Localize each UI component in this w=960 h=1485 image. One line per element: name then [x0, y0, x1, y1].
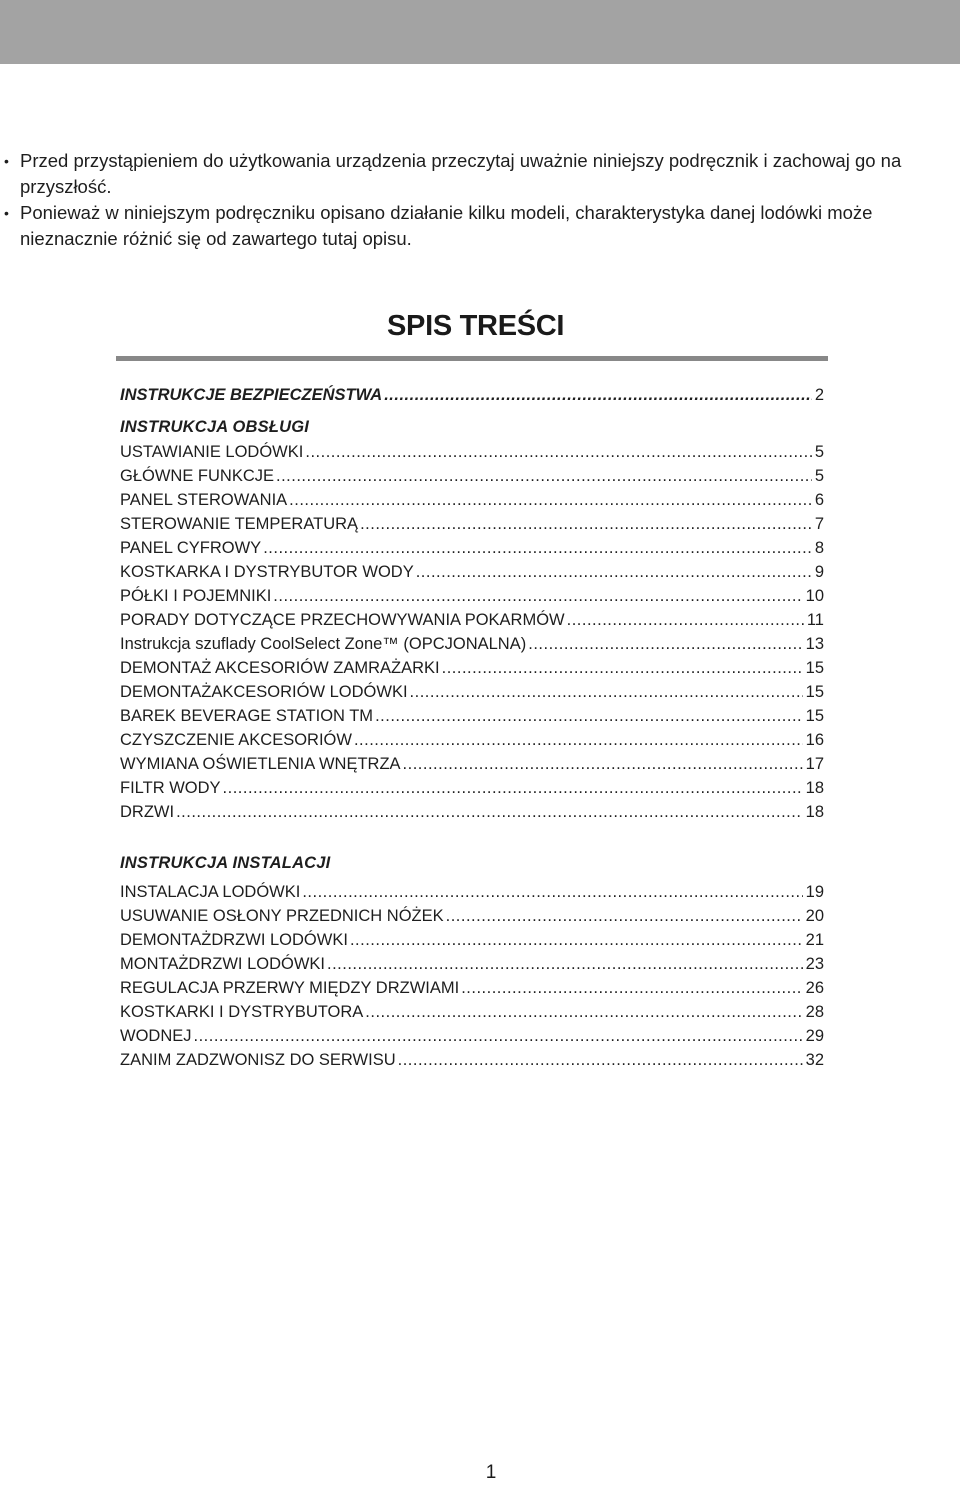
toc-entry-page: 23	[805, 955, 824, 973]
toc-entry-safety[interactable]	[120, 382, 824, 408]
toc-entry-label: ZANIM ZADZWONISZ DO SERWISU	[120, 1051, 396, 1069]
toc-entry-label: CZYSZCZENIE AKCESORIÓW	[120, 731, 352, 749]
toc-entry[interactable]	[120, 632, 824, 656]
toc-entry-page: 19	[805, 883, 824, 901]
toc-entry-label: INSTALACJA LODÓWKI	[120, 883, 301, 901]
toc-leader-dots	[305, 440, 811, 464]
toc-entry[interactable]	[120, 512, 824, 536]
intro-bullet	[4, 148, 950, 200]
toc-leader-dots	[276, 464, 812, 488]
toc-entry-label: PANEL CYFROWY	[120, 539, 262, 557]
toc-entry-page: 6	[814, 491, 824, 509]
toc-entry-label: DEMONTAŻDRZWI LODÓWKI	[120, 931, 348, 949]
toc-leader-dots	[273, 584, 802, 608]
toc-entry-page: 11	[806, 611, 824, 629]
toc-entry-page: 18	[805, 779, 824, 797]
toc-entry[interactable]	[120, 608, 824, 632]
toc-leader-dots	[528, 632, 802, 656]
toc-entry-label: REGULACJA PRZERWY MIĘDZY DRZWIAMI	[120, 979, 460, 997]
toc-divider	[116, 356, 828, 361]
toc-entry-label: DRZWI	[120, 803, 175, 821]
toc-entry[interactable]	[120, 928, 824, 952]
toc-entry[interactable]	[120, 1000, 824, 1024]
toc-leader-dots	[410, 680, 803, 704]
toc-entry-label: PÓŁKI I POJEMNIKI	[120, 587, 272, 605]
toc-entry-label: BAREK BEVERAGE STATION TM	[120, 707, 374, 725]
toc-entry-page: 20	[805, 907, 824, 925]
toc-entry-label: MONTAŻDRZWI LODÓWKI	[120, 955, 326, 973]
toc-entry-page: 16	[805, 731, 824, 749]
toc-leader-dots	[223, 776, 803, 800]
toc-entry-label: KOSTKARKI I DYSTRYBUTORA	[120, 1003, 364, 1021]
toc-entry-page: 13	[805, 635, 824, 653]
toc-entry-label: WYMIANA OŚWIETLENIA WNĘTRZA	[120, 755, 401, 773]
toc-leader-dots	[194, 1024, 803, 1048]
toc-entry[interactable]	[120, 584, 824, 608]
toc-leader-dots	[442, 656, 803, 680]
toc-entry[interactable]	[120, 976, 824, 1000]
toc-entry[interactable]	[120, 1048, 824, 1072]
toc-entry-page: 28	[805, 1003, 824, 1021]
toc-leader-dots	[360, 512, 812, 536]
toc-entry-label: KOSTKARKA I DYSTRYBUTOR WODY	[120, 563, 414, 581]
toc-entry-label: DEMONTAŻ AKCESORIÓW ZAMRAŻARKI	[120, 659, 440, 677]
toc-entry[interactable]	[120, 1024, 824, 1048]
toc-entry-label: INSTRUKCJE BEZPIECZEŃSTWA	[120, 386, 383, 404]
toc-leader-dots	[302, 880, 802, 904]
table-of-contents	[120, 382, 824, 1072]
toc-entry-page: 15	[805, 683, 824, 701]
toc-entry[interactable]	[120, 728, 824, 752]
toc-entry[interactable]	[120, 440, 824, 464]
toc-leader-dots	[461, 976, 802, 1000]
toc-entry[interactable]	[120, 680, 824, 704]
toc-entry[interactable]	[120, 952, 824, 976]
toc-entry[interactable]	[120, 776, 824, 800]
toc-leader-dots	[263, 536, 812, 560]
bullet-icon: •	[4, 153, 9, 169]
toc-leader-dots	[375, 704, 803, 728]
bullet-icon: •	[4, 205, 9, 221]
intro-bullet-text: Ponieważ w niniejszym podręczniku opisano działanie kilku modeli, charakterystyka danej lodówki może nieznacznie różnić się od zawartego tutaj opisu.	[20, 202, 873, 249]
toc-entry-label: PORADY DOTYCZĄCE PRZECHOWYWANIA POKARMÓW	[120, 611, 565, 629]
toc-entry-page: 10	[805, 587, 824, 605]
toc-section-installation: INSTRUKCJA INSTALACJI	[120, 854, 331, 872]
toc-leader-dots	[384, 382, 812, 408]
toc-entry[interactable]	[120, 656, 824, 680]
toc-entry-label: USTAWIANIE LODÓWKI	[120, 443, 304, 461]
toc-entry-page: 5	[814, 467, 824, 485]
toc-installation-list	[120, 880, 824, 1072]
toc-entry[interactable]	[120, 704, 824, 728]
toc-leader-dots	[327, 952, 803, 976]
toc-entry-page: 32	[805, 1051, 824, 1069]
toc-leader-dots	[176, 800, 803, 824]
toc-leader-dots	[403, 752, 803, 776]
toc-entry-page: 8	[814, 539, 824, 557]
toc-entry-label: DEMONTAŻAKCESORIÓW LODÓWKI	[120, 683, 408, 701]
page-number: 1	[485, 1462, 497, 1483]
toc-entry[interactable]	[120, 800, 824, 824]
toc-entry[interactable]	[120, 752, 824, 776]
toc-leader-dots	[416, 560, 812, 584]
toc-leader-dots	[289, 488, 812, 512]
toc-entry[interactable]	[120, 560, 824, 584]
toc-entry[interactable]	[120, 904, 824, 928]
toc-entry-page: 26	[805, 979, 824, 997]
toc-entry[interactable]	[120, 464, 824, 488]
toc-entry-label: FILTR WODY	[120, 779, 221, 797]
toc-leader-dots	[350, 928, 803, 952]
toc-entry-label: USUWANIE OSŁONY PRZEDNICH NÓŻEK	[120, 907, 444, 925]
toc-entry-page: 21	[805, 931, 824, 949]
toc-title: SPIS TREŚCI	[387, 310, 565, 342]
toc-entry-label: GŁÓWNE FUNKCJE	[120, 467, 275, 485]
toc-entry-page: 7	[814, 515, 824, 533]
toc-entry-page: 15	[805, 659, 824, 677]
toc-entry[interactable]	[120, 488, 824, 512]
toc-entry-page: 2	[814, 386, 824, 404]
toc-leader-dots	[365, 1000, 802, 1024]
toc-section-operation: INSTRUKCJA OBSŁUGI	[120, 418, 310, 436]
header-bar	[0, 0, 960, 64]
toc-entry-label: PANEL STEROWANIA	[120, 491, 288, 509]
toc-entry-page: 18	[805, 803, 824, 821]
toc-entry-page: 9	[814, 563, 824, 581]
toc-entry-label: Instrukcja szuflady CoolSelect Zone™ (OPCJONALNA)	[120, 635, 527, 653]
toc-leader-dots	[446, 904, 803, 928]
toc-entry-page: 17	[805, 755, 824, 773]
intro-notes	[4, 148, 950, 252]
toc-leader-dots	[354, 728, 803, 752]
toc-leader-dots	[398, 1048, 803, 1072]
toc-entry-page: 15	[805, 707, 824, 725]
toc-leader-dots	[567, 608, 804, 632]
toc-entry-page: 5	[814, 443, 824, 461]
toc-entry[interactable]	[120, 536, 824, 560]
toc-entry-page: 29	[805, 1027, 824, 1045]
toc-operation-list	[120, 440, 824, 824]
intro-bullet	[4, 200, 950, 252]
intro-bullet-text: Przed przystąpieniem do użytkowania urządzenia przeczytaj uważnie niniejszy podręcznik i zachowaj go na przyszłość.	[20, 150, 902, 197]
toc-entry-label: STEROWANIE TEMPERATURĄ	[120, 515, 359, 533]
toc-entry[interactable]	[120, 880, 824, 904]
toc-entry-label: WODNEJ	[120, 1027, 192, 1045]
